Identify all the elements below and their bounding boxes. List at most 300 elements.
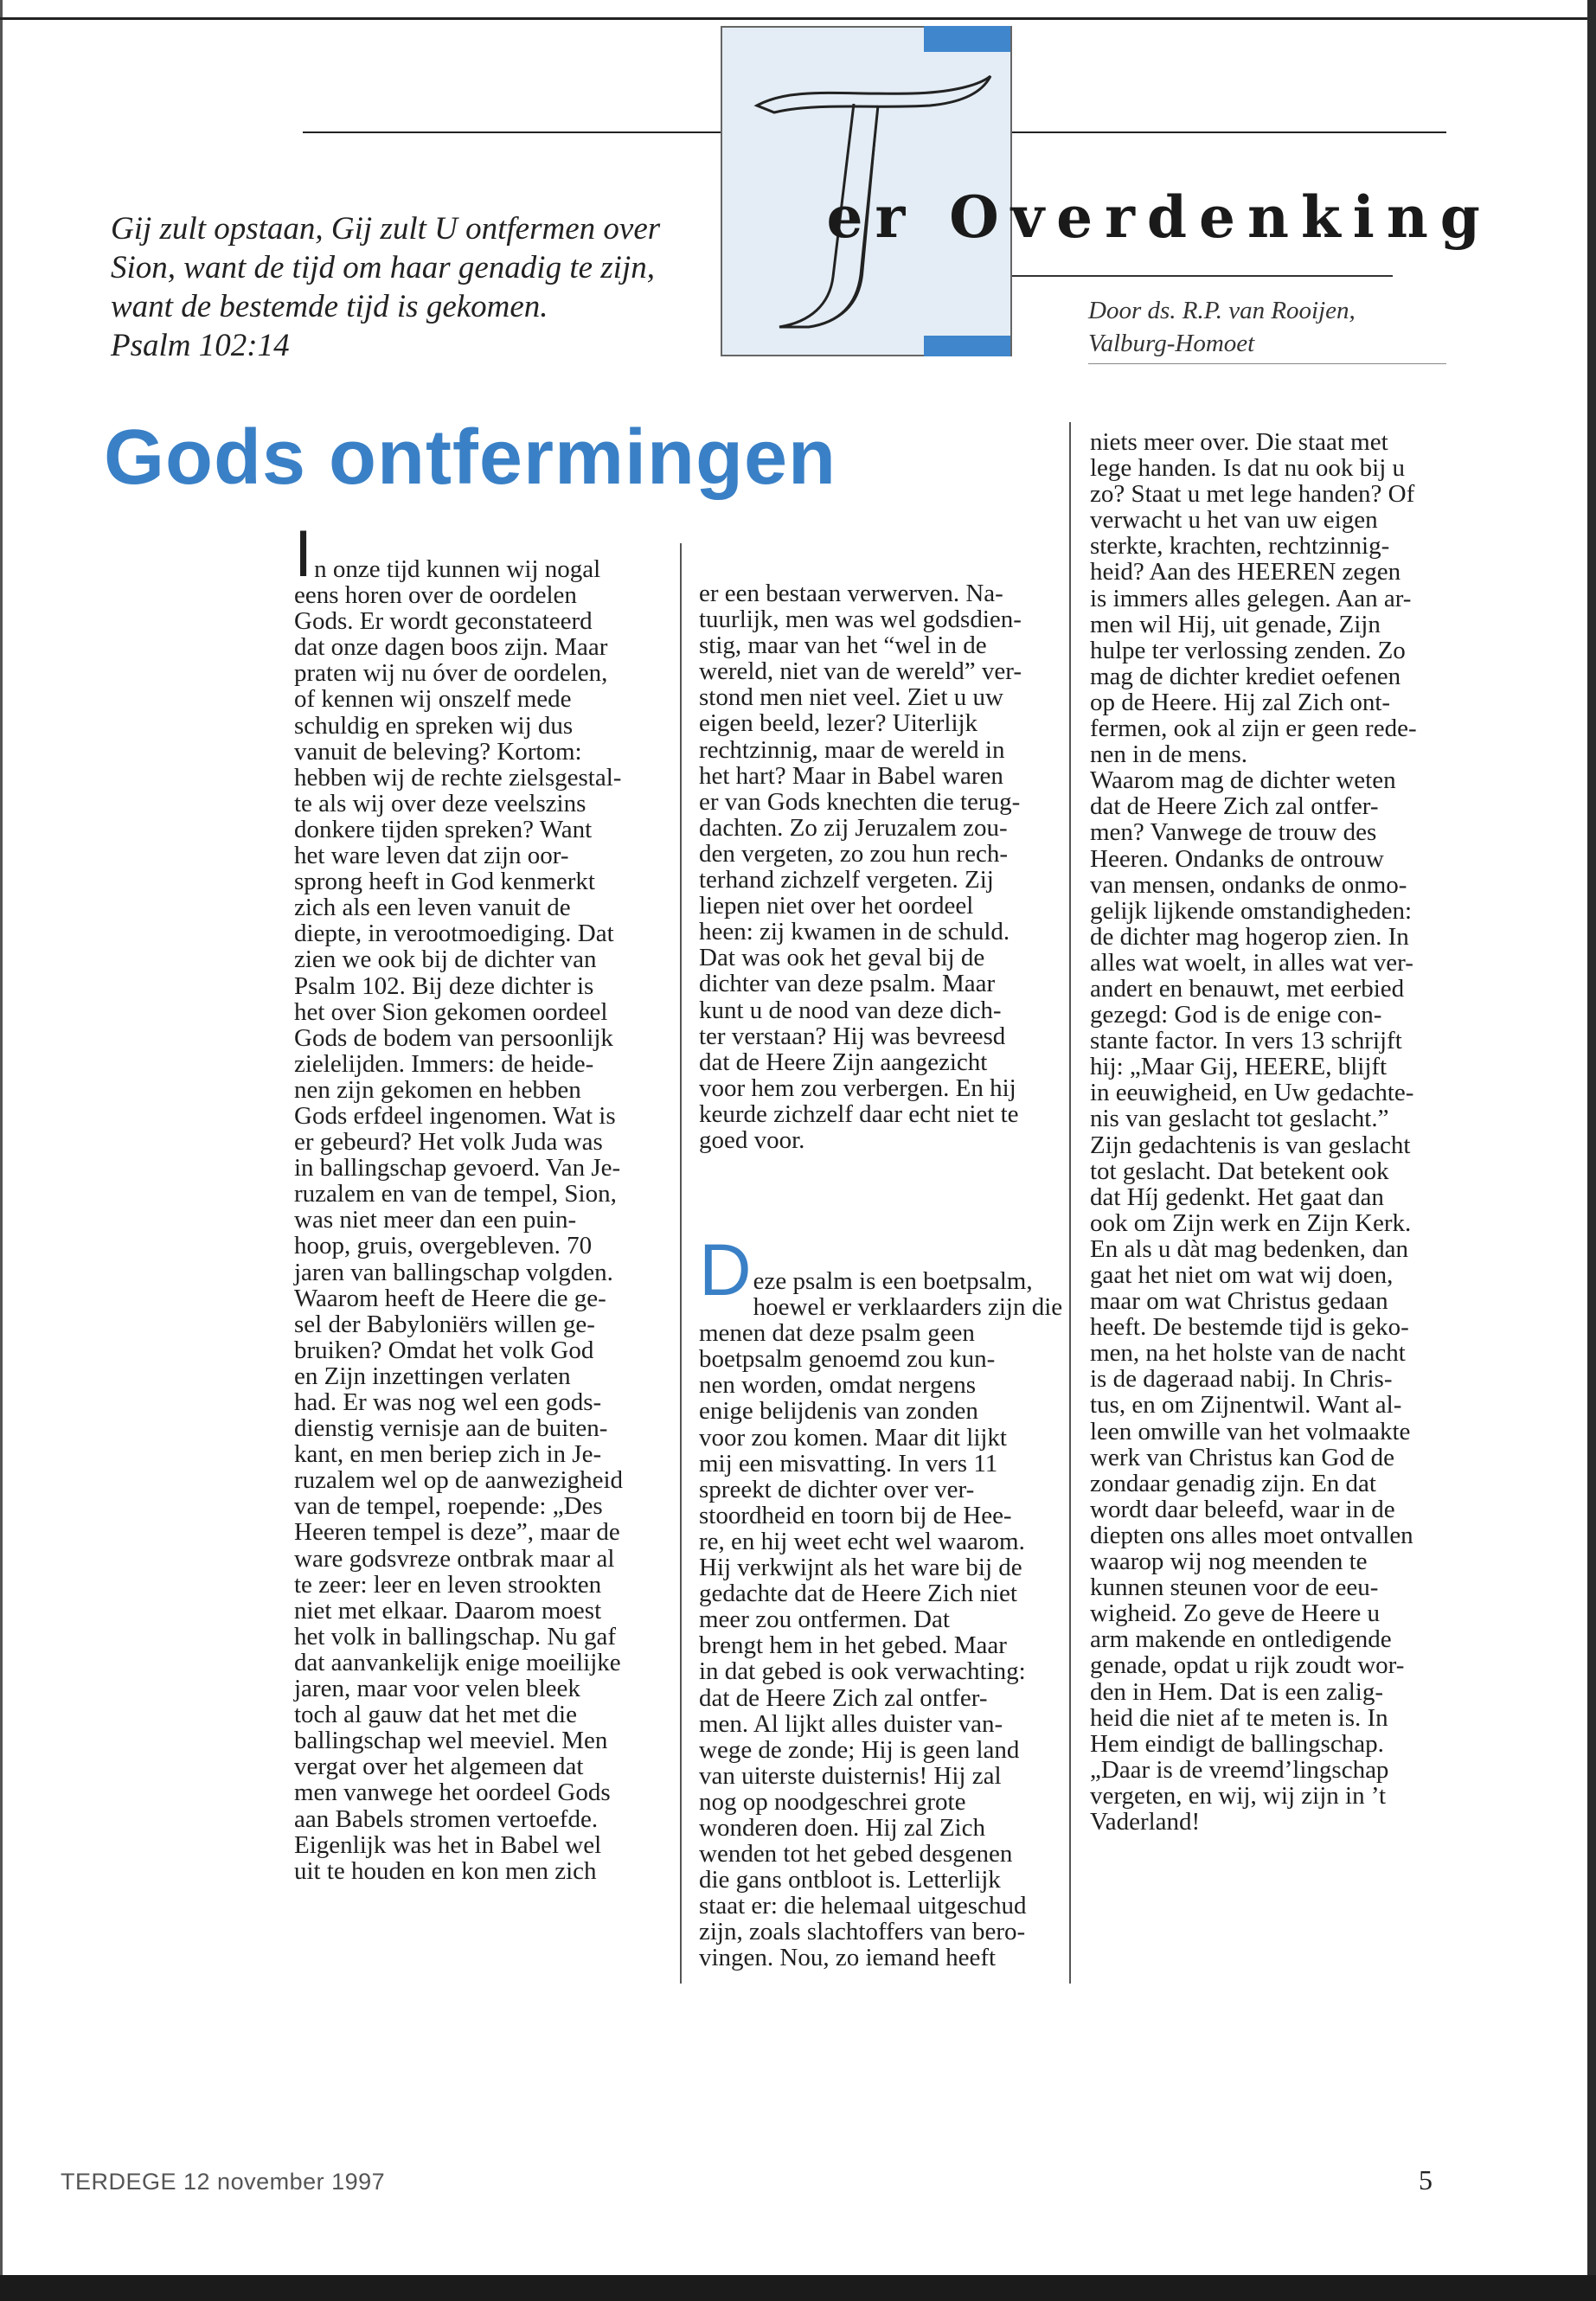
text-line bbox=[699, 1101, 1058, 1127]
text-line-content: van mensen, ondanks de onmo- bbox=[1090, 870, 1407, 899]
text-line-content: alles wat woelt, in alles wat ver- bbox=[1090, 948, 1413, 977]
text-line bbox=[699, 1293, 1063, 1322]
text-line-content: Waarom heeft de Heere die ge- bbox=[294, 1284, 606, 1312]
text-line bbox=[1090, 793, 1453, 819]
text-line bbox=[294, 1025, 666, 1051]
text-line-content: „Daar is de vreemd’lingschap bbox=[1090, 1755, 1389, 1784]
text-line bbox=[1090, 689, 1453, 715]
text-line bbox=[699, 1737, 1058, 1763]
text-line bbox=[699, 1919, 1058, 1945]
text-line-content: vergat over het algemeen dat bbox=[294, 1753, 584, 1781]
text-line bbox=[294, 791, 666, 817]
text-line bbox=[294, 582, 666, 608]
text-line bbox=[699, 1841, 1058, 1867]
text-line bbox=[699, 997, 1058, 1023]
text-line-content: niets meer over. Die staat met bbox=[1090, 428, 1388, 456]
text-line-content: bruiken? Omdat het volk God bbox=[294, 1336, 594, 1364]
text-line-content: dat onze dagen boos zijn. Maar bbox=[294, 633, 608, 662]
text-line-content: Hij verkwijnt als het ware bij de bbox=[699, 1554, 1022, 1582]
text-line-content: men. Al lijkt alles duister van- bbox=[699, 1709, 1003, 1738]
text-line-content: dat de Heere Zich zal ontfer- bbox=[699, 1683, 988, 1712]
text-line-content: ruzalem wel op de aanwezigheid bbox=[294, 1466, 624, 1495]
text-line bbox=[294, 1572, 666, 1598]
text-line-content: heeft. De bestemde tijd is geko- bbox=[1090, 1313, 1409, 1342]
text-line bbox=[294, 1077, 666, 1103]
text-line-content: wigheid. Zo geve de Heere u bbox=[1090, 1599, 1380, 1628]
text-line-content: het over Sion gekomen oordeel bbox=[294, 997, 608, 1026]
text-line-content: wege de zonde; Hij is geen land bbox=[699, 1735, 1020, 1764]
text-line bbox=[294, 1624, 666, 1650]
text-line-content: wereld, niet van de wereld” ver- bbox=[699, 657, 1022, 686]
text-line-content: Dat was ook het geval bij de bbox=[699, 944, 985, 972]
quote-line: want de bestemde tijd is gekomen. bbox=[111, 289, 548, 324]
text-line-content: kunnen steunen voor de eeu- bbox=[1090, 1574, 1379, 1602]
text-line-content: Gods de bodem van persoonlijk bbox=[294, 1023, 613, 1052]
text-line-content: donkere tijden spreken? Want bbox=[294, 815, 593, 843]
byline-rule bbox=[1088, 363, 1446, 364]
text-line-content: toch al gauw dat het met die bbox=[294, 1701, 577, 1729]
text-line bbox=[294, 634, 666, 660]
text-line bbox=[294, 1389, 666, 1415]
text-line-content: te als wij over deze veelszins bbox=[294, 789, 586, 817]
text-line-content: hij: „Maar Gij, HEERE, blijft bbox=[1090, 1053, 1388, 1081]
text-line bbox=[1090, 898, 1453, 924]
text-line-content: mij een misvatting. In vers 11 bbox=[699, 1449, 998, 1477]
text-line-content: heid die niet af te meten is. In bbox=[1090, 1703, 1388, 1732]
text-line bbox=[294, 1051, 666, 1077]
text-line-content: vanuit de beleving? Kortom: bbox=[294, 737, 582, 766]
text-line bbox=[699, 632, 1058, 658]
text-line-content: brengt hem in het gebed. Maar bbox=[699, 1631, 1007, 1660]
text-line bbox=[1090, 1002, 1453, 1028]
text-line bbox=[294, 1753, 666, 1779]
text-line-content: uit te houden en kon men zich bbox=[294, 1856, 597, 1885]
text-line bbox=[294, 843, 666, 868]
text-line-content: werk van Christus kan God de bbox=[1090, 1443, 1394, 1471]
text-line bbox=[1090, 507, 1453, 533]
text-line bbox=[1090, 767, 1453, 793]
scan-bottom-band bbox=[0, 2275, 1596, 2301]
text-line-content: nen worden, omdat nergens bbox=[699, 1371, 976, 1400]
quote-line: Psalm 102:14 bbox=[111, 328, 290, 363]
text-line-content: liepen niet over het oordeel bbox=[699, 892, 974, 920]
text-line-content: spreekt de dichter over ver- bbox=[699, 1475, 975, 1503]
kicker-text: er Overdenking bbox=[826, 183, 1492, 251]
text-line bbox=[294, 1415, 666, 1441]
text-line-content: eigen beeld, lezer? Uiterlijk bbox=[699, 709, 978, 738]
text-line bbox=[1090, 1288, 1453, 1314]
text-line bbox=[699, 919, 1058, 945]
text-line bbox=[294, 920, 666, 946]
text-line-content: van de tempel, roepende: „Des bbox=[294, 1492, 603, 1521]
text-line-content: hoop, gruis, overgebleven. 70 bbox=[294, 1232, 593, 1260]
text-line bbox=[1090, 924, 1453, 950]
text-line bbox=[699, 867, 1058, 893]
text-line bbox=[1090, 1314, 1453, 1340]
text-line bbox=[1090, 1783, 1453, 1809]
text-line bbox=[294, 1181, 666, 1207]
text-line bbox=[699, 1320, 1058, 1346]
text-line-content: dat aanvankelijk enige moeilijke bbox=[294, 1648, 621, 1676]
logo-blue-bar-top bbox=[924, 26, 1010, 52]
text-line-content: Hem eindigt de ballingschap. bbox=[1090, 1729, 1384, 1758]
text-line bbox=[1090, 1366, 1453, 1392]
text-line bbox=[1090, 1522, 1453, 1548]
text-line bbox=[699, 1372, 1058, 1398]
text-line bbox=[294, 999, 666, 1025]
text-line bbox=[699, 1127, 1058, 1153]
text-line-content: meer zou ontfermen. Dat bbox=[699, 1606, 950, 1634]
text-line bbox=[1090, 1419, 1453, 1445]
text-line bbox=[699, 763, 1058, 789]
text-line bbox=[294, 1233, 666, 1259]
text-line-content: er van Gods knechten die terug- bbox=[699, 787, 1021, 816]
quote-line: Gij zult opstaan, Gij zult U ontfermen over bbox=[111, 211, 661, 247]
text-line-content: en Zijn inzettingen verlaten bbox=[294, 1362, 571, 1390]
text-line bbox=[294, 1806, 666, 1832]
text-line bbox=[1090, 950, 1453, 976]
text-line-content: ruzalem en van de tempel, Sion, bbox=[294, 1180, 617, 1208]
text-line-content: hoewel er verklaarders zijn die bbox=[753, 1293, 1063, 1322]
text-line bbox=[1090, 586, 1453, 612]
text-line-content: lege handen. Is dat nu ook bij u bbox=[1090, 454, 1406, 483]
text-line-content: re, en hij weet echt wel waarom. bbox=[699, 1527, 1025, 1555]
text-line-content: in ballingschap gevoerd. Van Je- bbox=[294, 1154, 621, 1183]
text-line bbox=[294, 739, 666, 765]
text-line bbox=[294, 894, 666, 920]
text-line bbox=[699, 1763, 1058, 1789]
text-line-content: Vaderland! bbox=[1090, 1807, 1201, 1836]
text-line bbox=[699, 684, 1058, 710]
text-line-content: wordt daar beleefd, waar in de bbox=[1090, 1495, 1395, 1523]
text-line-content: stond men niet veel. Ziet u uw bbox=[699, 683, 1003, 712]
text-line-content: had. Er was nog wel een gods- bbox=[294, 1388, 602, 1416]
text-line bbox=[1090, 1705, 1453, 1731]
text-line-content: stig, maar van het “wel in de bbox=[699, 631, 987, 660]
article-column-2-top bbox=[699, 580, 1058, 1153]
text-line bbox=[1090, 1132, 1453, 1158]
text-line bbox=[294, 517, 666, 591]
text-line-content: kunt u de nood van deze dich- bbox=[699, 996, 1002, 1024]
text-line bbox=[1090, 1340, 1453, 1366]
text-line bbox=[699, 1632, 1058, 1658]
text-line bbox=[699, 1554, 1058, 1580]
text-line bbox=[294, 1467, 666, 1493]
text-line bbox=[294, 1207, 666, 1233]
text-line bbox=[294, 1598, 666, 1624]
text-line-content: gedachte dat de Heere Zich niet bbox=[699, 1580, 1017, 1608]
text-line-content: den vergeten, zo zou hun rech- bbox=[699, 839, 1008, 868]
scan-left-edge bbox=[0, 0, 3, 2301]
text-line-content: Zijn gedachtenis is van geslacht bbox=[1090, 1131, 1411, 1159]
text-line-content: goed voor. bbox=[699, 1125, 805, 1154]
text-line-content: voor hem zou verbergen. En hij bbox=[699, 1074, 1016, 1102]
text-line-content: zo? Staat u met lege handen? Of bbox=[1090, 480, 1415, 509]
text-line bbox=[699, 1529, 1058, 1554]
text-line-content: Waarom mag de dichter weten bbox=[1090, 766, 1396, 795]
text-line-content: den in Hem. Dat is een zalig- bbox=[1090, 1677, 1384, 1706]
text-line bbox=[699, 1789, 1058, 1815]
text-line bbox=[1090, 1054, 1453, 1080]
publication-footer: TERDEGE 12 november 1997 bbox=[61, 2169, 386, 2195]
text-line-content: die gans ontbloot is. Letterlijk bbox=[699, 1866, 1001, 1894]
text-line bbox=[294, 1441, 666, 1467]
text-line-content: hulpe ter verlossing zenden. Zo bbox=[1090, 636, 1406, 664]
text-line-content: nen in de mens. bbox=[1090, 740, 1248, 769]
text-line-content: dat Híj gedenkt. Het gaat dan bbox=[1090, 1183, 1384, 1211]
text-line bbox=[699, 1023, 1058, 1049]
text-line bbox=[699, 1606, 1058, 1632]
text-line-content: fermen, ook al zijn er geen rede- bbox=[1090, 715, 1417, 743]
byline-line: Door ds. R.P. van Rooijen, bbox=[1088, 297, 1356, 324]
text-line bbox=[294, 1259, 666, 1285]
kicker-initial bbox=[779, 183, 827, 251]
top-border-line bbox=[0, 17, 1596, 20]
text-line-content: nen zijn gekomen en hebben bbox=[294, 1075, 581, 1104]
column-rule-2 bbox=[1069, 422, 1071, 1984]
text-line bbox=[699, 606, 1058, 632]
text-line-content: zielelijden. Immers: de heide- bbox=[294, 1049, 594, 1078]
text-line bbox=[294, 660, 666, 686]
text-line-content: staat er: die helemaal uitgeschud bbox=[699, 1892, 1027, 1920]
text-line-content: gelijk lijkende omstandigheden: bbox=[1090, 896, 1413, 925]
text-line bbox=[294, 1493, 666, 1519]
text-line bbox=[1090, 1236, 1453, 1262]
text-line bbox=[699, 1711, 1058, 1737]
article-column-2-bottom bbox=[699, 1229, 1063, 1972]
text-line-content: te zeer: leer en leven strookten bbox=[294, 1570, 602, 1599]
text-line-content: op de Heere. Hij zal Zich ont- bbox=[1090, 688, 1391, 716]
text-line bbox=[699, 658, 1058, 684]
text-line-content: mag de dichter krediet oefenen bbox=[1090, 662, 1401, 690]
text-line-content: de dichter mag hogerop zien. In bbox=[1090, 922, 1409, 951]
text-line-content: nis van geslacht tot geslacht.” bbox=[1090, 1105, 1389, 1133]
column-rule-1 bbox=[680, 543, 682, 1984]
text-line-content: zijn, zoals slachtoffers van bero- bbox=[699, 1918, 1026, 1946]
kicker-underline bbox=[1012, 275, 1393, 277]
text-line bbox=[699, 1893, 1058, 1919]
text-line bbox=[699, 710, 1058, 736]
text-line-content: het hart? Maar in Babel waren bbox=[699, 761, 1003, 790]
text-line-content: tuurlijk, men was wel godsdien- bbox=[699, 606, 1022, 634]
text-line-content: is de dageraad nabij. In Chris- bbox=[1090, 1365, 1393, 1394]
text-line bbox=[1090, 1548, 1453, 1574]
text-line-content: wonderen doen. Hij zal Zich bbox=[699, 1813, 985, 1842]
text-line-content: zien we ook bij de dichter van bbox=[294, 945, 597, 974]
text-line-content: kant, en men beriep zich in Je- bbox=[294, 1440, 602, 1469]
column-kicker-title bbox=[779, 183, 1492, 251]
text-line bbox=[294, 1285, 666, 1311]
text-line bbox=[699, 1867, 1058, 1893]
scan-right-edge bbox=[1587, 0, 1596, 2301]
text-line bbox=[1090, 1626, 1453, 1652]
text-line bbox=[1090, 638, 1453, 663]
text-line-content: andert en benauwt, met eerbied bbox=[1090, 974, 1405, 1003]
text-line-content: arm makende en ontledigende bbox=[1090, 1625, 1392, 1654]
text-line bbox=[1090, 1809, 1453, 1835]
text-line-content: ware godsvreze ontbrak maar al bbox=[294, 1544, 615, 1573]
text-line bbox=[294, 817, 666, 843]
text-line bbox=[294, 1546, 666, 1572]
text-line bbox=[699, 1658, 1058, 1684]
text-line bbox=[294, 1676, 666, 1702]
text-line-content: dat de Heere Zijn aangezicht bbox=[699, 1048, 988, 1076]
text-line-content: of kennen wij onszelf mede bbox=[294, 685, 572, 714]
text-line-content: er een bestaan verwerven. Na- bbox=[699, 580, 1003, 607]
text-line bbox=[699, 815, 1058, 841]
text-line bbox=[294, 1832, 666, 1858]
text-line-content: vergeten, en wij, wij zijn in ’t bbox=[1090, 1781, 1387, 1810]
text-line-content: zondaar genadig zijn. En dat bbox=[1090, 1469, 1376, 1497]
text-line-content: n onze tijd kunnen wij nogal bbox=[314, 555, 601, 583]
text-line bbox=[1090, 612, 1453, 638]
text-line-content: in eeuwigheid, en Uw gedachte- bbox=[1090, 1079, 1414, 1107]
text-line bbox=[699, 1451, 1058, 1477]
text-line-content: eze psalm is een boetpsalm, bbox=[753, 1267, 1033, 1295]
text-line-content: eens horen over de oordelen bbox=[294, 581, 577, 610]
text-line-content: dichter van deze psalm. Maar bbox=[699, 970, 996, 998]
text-line bbox=[1090, 481, 1453, 507]
text-line-content: er gebeurd? Het volk Juda was bbox=[294, 1128, 603, 1157]
text-line-content: is immers alles gelegen. Aan ar- bbox=[1090, 584, 1412, 612]
text-line bbox=[294, 868, 666, 894]
text-line bbox=[294, 1650, 666, 1676]
text-line bbox=[1090, 1392, 1453, 1418]
text-line-content: dachten. Zo zij Jeruzalem zou- bbox=[699, 813, 1008, 842]
text-line-content: dienstig vernisje aan de buiten- bbox=[294, 1414, 608, 1443]
text-line-content: menen dat deze psalm geen bbox=[699, 1319, 975, 1348]
page-number: 5 bbox=[1419, 2164, 1433, 2195]
text-line-content: leen omwille van het volmaakte bbox=[1090, 1417, 1411, 1445]
text-line-content: Psalm 102. Bij deze dichter is bbox=[294, 971, 594, 1000]
text-line-content: aan Babels stromen vertoefde. bbox=[294, 1804, 599, 1833]
text-line-content: Gods. Er wordt geconstateerd bbox=[294, 607, 593, 636]
text-line-content: sterkte, krachten, rechtzinnig- bbox=[1090, 532, 1390, 561]
drop-cap: D bbox=[699, 1229, 752, 1311]
drop-cap: I bbox=[294, 517, 313, 591]
text-line bbox=[1090, 663, 1453, 689]
text-line bbox=[1090, 1471, 1453, 1497]
text-line-content: in dat gebed is ook verwachting: bbox=[699, 1657, 1026, 1686]
text-line bbox=[294, 1702, 666, 1727]
text-line-content: het ware leven dat zijn oor- bbox=[294, 842, 569, 870]
text-line bbox=[699, 1945, 1058, 1971]
text-line-content: sel der Babyloniërs willen ge- bbox=[294, 1310, 595, 1338]
text-line bbox=[1090, 846, 1453, 872]
text-line-content: jaren van ballingschap volgden. bbox=[294, 1258, 613, 1286]
text-line bbox=[294, 765, 666, 791]
text-line-content: ballingschap wel meeviel. Men bbox=[294, 1727, 608, 1755]
text-line-content: men? Vanwege de trouw des bbox=[1090, 818, 1377, 847]
text-line-content: ter verstaan? Hij was bevreesd bbox=[699, 1022, 1006, 1050]
text-line-content: dat de Heere Zich zal ontfer- bbox=[1090, 792, 1379, 821]
text-line bbox=[699, 1425, 1058, 1451]
text-line-content: ook om Zijn werk en Zijn Kerk. bbox=[1090, 1208, 1412, 1237]
text-line-content: schuldig en spreken wij dus bbox=[294, 711, 574, 740]
text-line-content: boetpsalm genoemd zou kun- bbox=[699, 1345, 996, 1374]
text-line-content: van uiterste duisternis! Hij zal bbox=[699, 1761, 1002, 1790]
article-title: Gods ontfermingen bbox=[104, 414, 836, 501]
text-line-content: zich als een leven vanuit de bbox=[294, 894, 571, 922]
text-line bbox=[294, 608, 666, 634]
text-line-content: tot geslacht. Dat betekent ook bbox=[1090, 1157, 1389, 1185]
text-line bbox=[699, 1503, 1058, 1529]
text-line-content: stante factor. In vers 13 schrijft bbox=[1090, 1027, 1402, 1055]
text-line-content: heen: zij kwamen in de schuld. bbox=[699, 918, 1010, 946]
text-line bbox=[294, 713, 666, 739]
text-line-content: tus, en om Zijnentwil. Want al- bbox=[1090, 1391, 1402, 1420]
text-line bbox=[1090, 741, 1453, 767]
text-line bbox=[1090, 1080, 1453, 1106]
text-line bbox=[699, 1685, 1058, 1711]
text-line bbox=[699, 971, 1058, 997]
text-line bbox=[1090, 1158, 1453, 1184]
text-line-content: voor zou komen. Maar dit lijkt bbox=[699, 1423, 1007, 1452]
text-line bbox=[1090, 1262, 1453, 1288]
text-line-content: verwacht u het van uw eigen bbox=[1090, 506, 1378, 535]
text-line-content: maar om wat Christus gedaan bbox=[1090, 1287, 1388, 1316]
text-line bbox=[699, 1049, 1058, 1075]
text-line-content: diepten ons alles moet ontvallen bbox=[1090, 1521, 1413, 1549]
text-line-content: gaat het niet om wat wij doen, bbox=[1090, 1261, 1394, 1289]
text-line-content: hebben wij de rechte zielsgestal- bbox=[294, 763, 622, 792]
text-line bbox=[699, 789, 1058, 815]
text-line-content: terhand zichzelf vergeten. Zij bbox=[699, 866, 994, 894]
text-line-content: vingen. Nou, zo iemand heeft bbox=[699, 1944, 997, 1972]
text-line bbox=[699, 945, 1058, 971]
text-line bbox=[294, 973, 666, 999]
byline-line: Valburg-Homoet bbox=[1088, 330, 1255, 357]
article-column-1 bbox=[294, 517, 666, 1885]
text-line-content: wenden tot het gebed desgenen bbox=[699, 1840, 1013, 1868]
text-line bbox=[1090, 872, 1453, 898]
text-line bbox=[294, 1129, 666, 1155]
text-line bbox=[1090, 1679, 1453, 1705]
text-line bbox=[1090, 1184, 1453, 1210]
text-line-content: diepte, in verootmoediging. Dat bbox=[294, 920, 614, 948]
text-line bbox=[294, 1858, 666, 1884]
text-line-content: stoordheid en toorn bij de Hee- bbox=[699, 1501, 1012, 1529]
text-line-content: Eigenlijk was het in Babel wel bbox=[294, 1830, 602, 1859]
text-line bbox=[294, 1311, 666, 1337]
text-line bbox=[1090, 533, 1453, 559]
text-line-content: nog op noodgeschrei grote bbox=[699, 1787, 966, 1816]
header-rule-right bbox=[1012, 131, 1446, 133]
text-line-content: genade, opdat u rijk zoudt wor- bbox=[1090, 1651, 1405, 1680]
text-line bbox=[1090, 819, 1453, 845]
text-line-content: keurde zichzelf daar echt niet te bbox=[699, 1099, 1019, 1128]
header-rule-left bbox=[303, 131, 721, 133]
text-line-content: rechtzinnig, maar de wereld in bbox=[699, 735, 1005, 764]
text-line-content: enige belijdenis van zonden bbox=[699, 1397, 978, 1426]
text-line bbox=[1090, 1028, 1453, 1054]
quote-line: Sion, want de tijd om haar genadig te zijn, bbox=[111, 250, 655, 285]
text-line bbox=[294, 1103, 666, 1129]
text-line-content: het volk in ballingschap. Nu gaf bbox=[294, 1622, 617, 1650]
text-line bbox=[1090, 1497, 1453, 1522]
text-line bbox=[1090, 429, 1453, 455]
text-line bbox=[294, 1363, 666, 1389]
text-line bbox=[699, 1580, 1058, 1606]
text-line-content: niet met elkaar. Daarom moest bbox=[294, 1596, 602, 1625]
text-line bbox=[294, 686, 666, 712]
text-line bbox=[1090, 455, 1453, 481]
text-line-content: jaren, maar voor velen bleek bbox=[294, 1675, 580, 1703]
text-line-content: men wil Hij, uit genade, Zijn bbox=[1090, 610, 1381, 638]
text-line bbox=[294, 1519, 666, 1545]
article-column-3 bbox=[1090, 429, 1453, 1835]
text-line bbox=[1090, 559, 1453, 585]
